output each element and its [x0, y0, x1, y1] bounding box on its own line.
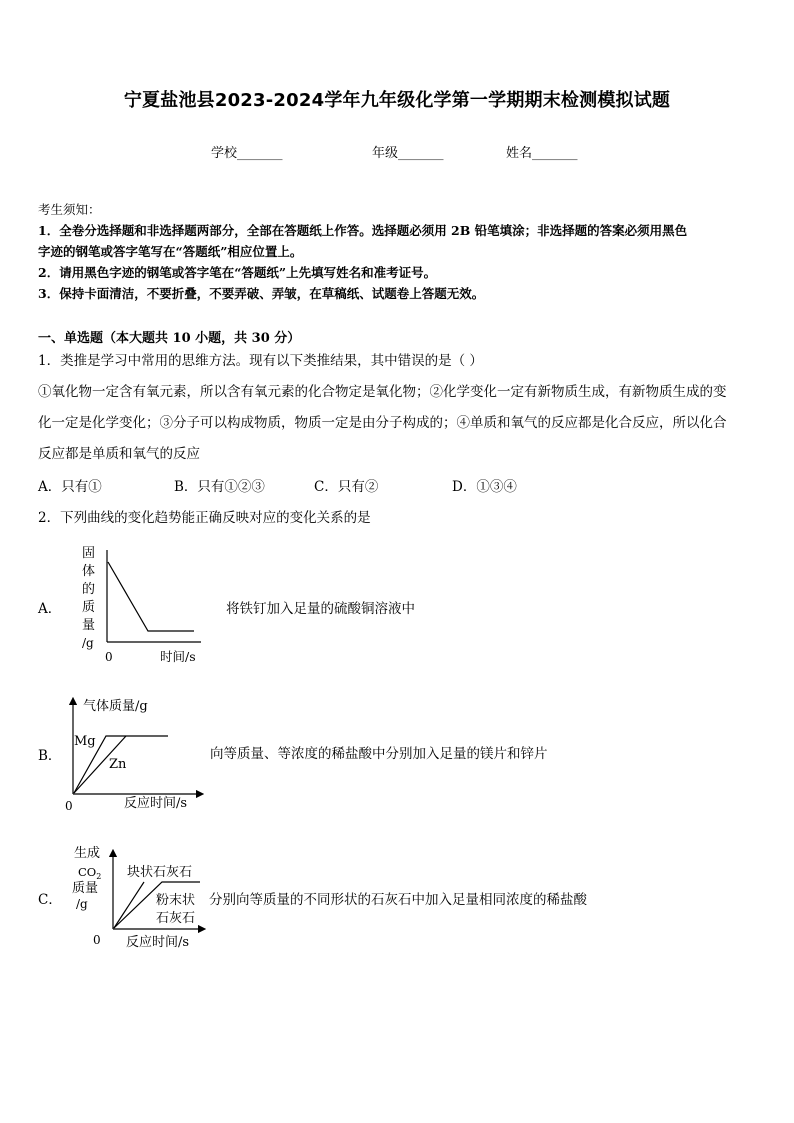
q2-a-description: 将铁钉加入足量的硫酸铜溶液中 — [226, 601, 415, 617]
q2-a-xlabel: 时间/s — [160, 649, 196, 664]
q1-option-a[interactable]: A．只有① — [38, 479, 102, 495]
q2-stem: 2．下列曲线的变化趋势能正确反映对应的变化关系的是 — [38, 510, 371, 526]
q2-c-xlabel: 反应时间/s — [126, 935, 190, 950]
q2-a-curve — [108, 562, 194, 631]
q2-a-ylabel-2: 体 — [82, 564, 96, 579]
q2-c-curve-powder-label-1: 粉末状 — [156, 893, 196, 908]
q2-c-ylabel-sub: 2 — [96, 872, 102, 881]
school-field: 学校_______ — [211, 146, 283, 161]
q2-a-graph — [70, 542, 210, 674]
q1-option-c[interactable]: C．只有② — [314, 479, 379, 495]
q2-b-graph-svg — [60, 693, 210, 817]
q2-a-ylabel-6: /g — [82, 636, 94, 650]
q2-c-description: 分别向等质量的不同形状的石灰石中加入足量相同浓度的稀盐酸 — [209, 892, 587, 908]
q1-option-d[interactable]: D．①③④ — [452, 479, 517, 495]
q2-b-curve-zn-label: Zn — [109, 757, 127, 772]
name-field: 姓名_______ — [506, 146, 578, 161]
notice-item-1-line-2: 字迹的钢笔或答字笔写在“答题纸”相应位置上。 — [38, 244, 303, 259]
notice-item-1-line-1: 1．全卷分选择题和非选择题两部分，全部在答题纸上作答。选择题必须用 2B 铅笔填涂；非选择题的答案必须用黑色 — [38, 223, 688, 238]
notice-heading: 考生须知： — [38, 202, 101, 217]
q2-option-a-label[interactable]: A． — [38, 601, 62, 617]
q2-c-curve-powder-label-2: 石灰石 — [156, 911, 196, 926]
q2-c-ylabel-co: CO — [78, 865, 97, 879]
section-heading: 一、单选题（本大题共 10 小题，共 30 分） — [38, 331, 301, 346]
q2-a-ylabel-4: 质 — [82, 600, 96, 615]
page-title: 宁夏盐池县2023-2024学年九年级化学第一学期期末检测模拟试题 — [123, 90, 671, 111]
notice-item-2: 2．请用黑色字迹的钢笔或答字笔在“答题纸”上先填写姓名和准考证号。 — [38, 265, 437, 280]
q2-c-ylabel-4: /g — [76, 897, 88, 911]
q1-body-line-3: 反应都是单质和氧气的反应 — [38, 446, 200, 462]
q2-c-origin: 0 — [93, 933, 101, 947]
q2-b-xlabel: 反应时间/s — [124, 796, 188, 811]
q2-option-c-label[interactable]: C． — [38, 892, 62, 908]
q2-b-curve-mg-label: Mg — [74, 734, 96, 749]
q2-c-ylabel-2 — [78, 865, 101, 881]
notice-item-3: 3．保持卡面清洁，不要折叠，不要弄破、弄皱，在草稿纸、试题卷上答题无效。 — [38, 286, 485, 301]
q2-c-curve-lump-label: 块状石灰石 — [127, 865, 193, 880]
q2-c-curve-powder — [114, 882, 144, 928]
q2-a-ylabel-5: 量 — [82, 618, 96, 633]
q2-b-origin: 0 — [65, 799, 73, 813]
q2-a-ylabel-1: 固 — [82, 546, 96, 561]
q2-c-graph-svg — [68, 840, 208, 956]
q1-body-line-1: ①氧化物一定含有氧元素，所以含有氧元素的化合物定是氧化物；②化学变化一定有新物质生成，有新物质生成的变 — [38, 384, 727, 400]
q2-c-graph — [68, 840, 208, 960]
q2-c-ylabel-3: 质量 — [72, 881, 99, 896]
q2-b-ylabel: 气体质量/g — [83, 699, 148, 714]
q2-a-origin: 0 — [105, 650, 113, 664]
q2-b-description: 向等质量、等浓度的稀盐酸中分别加入足量的镁片和锌片 — [210, 746, 548, 762]
grade-field: 年级_______ — [372, 146, 444, 161]
q2-a-ylabel-3: 的 — [82, 582, 96, 597]
q2-a-graph-svg — [70, 542, 210, 670]
q1-stem: 1．类推是学习中常用的思维方法。现有以下类推结果，其中错误的是（ ） — [38, 353, 483, 369]
q1-option-b[interactable]: B．只有①②③ — [174, 479, 265, 495]
q2-c-ylabel-1: 生成 — [74, 846, 101, 861]
q2-b-graph — [60, 693, 210, 821]
q2-option-b-label[interactable]: B． — [38, 748, 62, 764]
q1-body-line-2: 化一定是化学变化；③分子可以构成物质，物质一定是由分子构成的；④单质和氧气的反应都是化合反应，所以化合 — [38, 415, 727, 431]
